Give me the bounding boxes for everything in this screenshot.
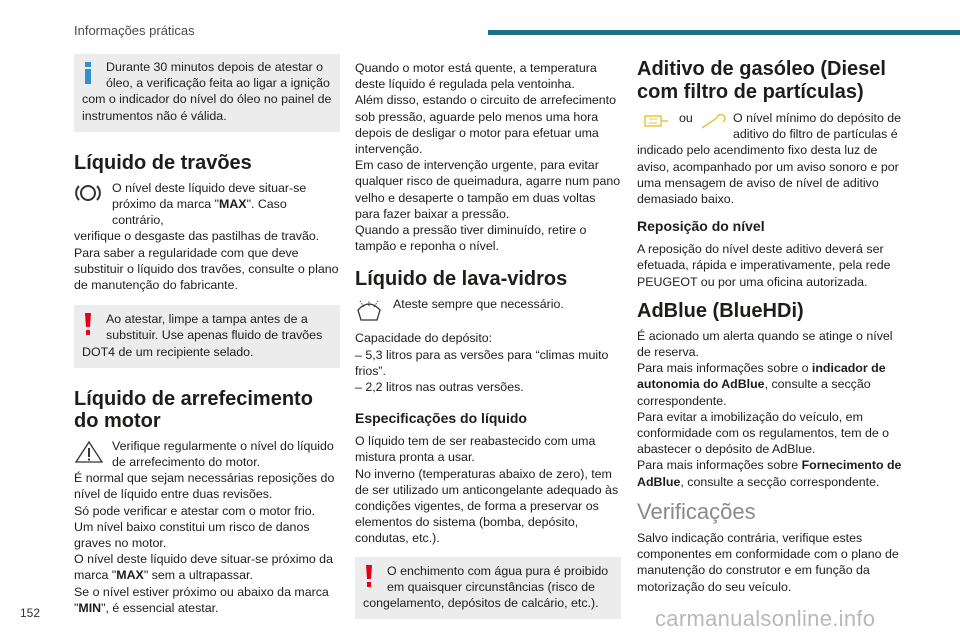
brake-warning-icon: [74, 182, 102, 204]
column-right: Aditivo de gasóleo (Diesel com filtro de partículas) ou O nível mínimo do depósito de aditivo do filtro de partículas é indicado pelo acendimento fixo desta luz de aviso, acompanhado por um aviso sonoro e por uma mensagem de aviso de nível de aditivo demasiado baixo. Reposição do nível A reposição do nível deste aditivo deverá ser efetuada, rápida e imperativamente, pela rede PEUGEOT ou por uma oficina autorizada. AdBlue (BlueHDi) É acionado um alerta quando se atinge o nível de reserva. Para mais informações sobre o indicador de autonomia do AdBlue, consulte a secção correspondente. Para evitar a imobilização do veículo, em conformidade com os regulamentos, tem de o abastecer o depósito de AdBlue. Para mais informações sobre Fornecimento de AdBlue, consulte a secção correspondente. Verificações Salvo indicação contrária, verifique estes componentes em conformidade com o plano de manutenção do construtor e em função da motorização do seu veículo.: [637, 58, 907, 595]
column-left: Durante 30 minutos depois de atestar o óleo, a verificação feita ao ligar a ignição com o indicador do nível do óleo no painel de instrumentos não é válida. Líquido de travões O nível deste líquido deve situar-se próximo da marca "MAX". Caso contrário, verifique o desgaste das pastilhas de travão. Para saber a regularidade com que deve substituir o líquido dos travões, consulte o plano de manutenção do fabricante. Ao atestar, limpe a tampa antes de a substituir. Use apenas fluido de travões DOT4 de um recipiente selado. Líquido de arrefecimento do motor Verifique regularmente o nível do líquido de arrefecimento do motor. É normal que sejam necessárias reposições do nível de líquido entre duas revisões. Só pode verificar e atestar com o motor frio. Um nível baixo constitui um risco de danos graves no motor. O nível deste líquido deve situar-se próximo da marca "MAX" sem a ultrapassar. Se o nível estiver próximo ou abaixo da marca "MIN", é essencial atestar.: [74, 54, 340, 616]
brakes-replace-text: Para saber a regularidade com que deve substituir o líquido dos travões, consulte o plano de manutenção do fabricante.: [74, 245, 339, 293]
adblue-heading: AdBlue (BlueHDi): [637, 299, 804, 322]
brakes-pads-text: verifique o desgaste das pastilhas de travão.: [74, 229, 320, 244]
coolant-check-para: Verifique regularmente o nível do líquido de arrefecimento do motor.: [74, 438, 340, 470]
info-note-text: Durante 30 minutos depois de atestar o óleo, a verificação feita ao ligar a ignição: [106, 60, 330, 91]
washer-heading: Líquido de lava-vidros: [355, 268, 568, 291]
warning-exclamation-icon: [364, 565, 374, 587]
warning-note-water: O enchimento com água pura é proibido em quaisquer circunstâncias (risco de congelamento, depósitos de calcário, etc.).: [355, 557, 621, 620]
additive-icon: [641, 112, 671, 132]
brakes-heading: Líquido de travões: [74, 151, 252, 174]
page-number: 152: [20, 606, 41, 620]
diesel-additive-heading: Aditivo de gasóleo (Diesel com filtro de partículas): [637, 58, 886, 103]
warning-exclamation-icon: [83, 313, 93, 335]
washer-icon: [355, 298, 383, 322]
wrench-icon: [699, 112, 729, 132]
warning-note-brakes: Ao atestar, limpe a tampa antes de a substituir. Use apenas fluido de travões DOT4 de um recipiente selado.: [74, 305, 340, 368]
info-icon: [83, 62, 93, 84]
brakes-level-para: O nível deste líquido deve situar-se próximo da marca "MAX". Caso contrário,: [74, 180, 340, 229]
watermark: carmanualsonline.info: [655, 606, 876, 631]
header-accent-bar: [488, 30, 960, 35]
spec-heading: Especificações do líquido: [355, 410, 527, 427]
coolant-heading: Líquido de arrefecimento do motor: [74, 387, 313, 432]
triangle-warning-icon: [74, 440, 104, 464]
checks-heading: Verificações: [637, 498, 756, 524]
info-note-text-cont: com o indicador do nível do óleo no painel de instrumentos não é válida.: [82, 92, 332, 123]
diesel-additive-para: ou O nível mínimo do depósito de aditivo do filtro de partículas é: [637, 110, 907, 142]
washer-para: Ateste sempre que necessário.: [355, 296, 621, 324]
page-header-title: Informações práticas: [74, 23, 195, 38]
reset-heading: Reposição do nível: [637, 218, 765, 235]
column-middle: Quando o motor está quente, a temperatura deste líquido é regulada pela ventoinha. Além disso, estando o circuito de arrefecimento sob pressão, aguarde pelo menos uma hora depois de desligar o motor para efetuar uma intervenção. Em caso de intervenção urgente, para evitar qualquer risco de queimadura, agarre num pano velho e desaperte o tampão em duas voltas para fazer baixar a pressão. Quando a pressão tiver diminuído, retire o tampão e reponha o nível. Líquido de lava-vidros Ateste sempre que necessário. Capacidade do depósito: – 5,3 litros para as versões para “climas muito frios”. – 2,2 litros nas outras versões. Especificações do líquido O líquido tem de ser reabastecido com uma mistura pronta a usar. No inverno (temperaturas abaixo de zero), tem de ser utilizado um anticongelante adequado às condições vigentes, de forma a preservar os elementos do sistema (bomba, depósito, condutas, etc.). O enchimento com água pura é proibido em quaisquer circunstâncias (risco de congelamento, depósitos de calcário, etc.).: [355, 60, 621, 639]
info-note: [74, 54, 340, 132]
